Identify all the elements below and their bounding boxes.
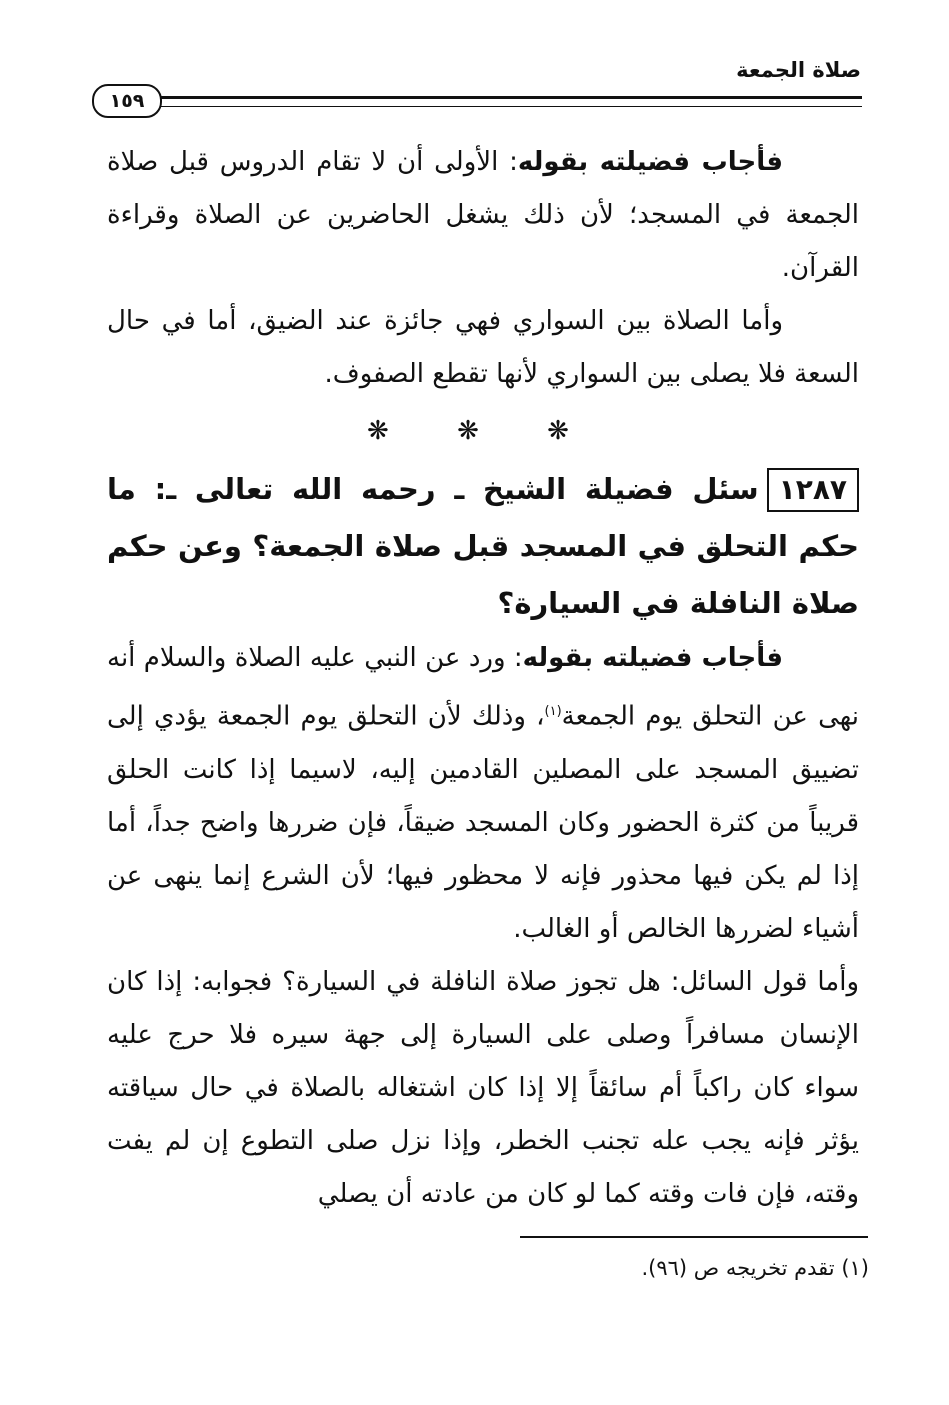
section-separator: ❋ ❋ ❋ <box>367 416 599 446</box>
footnote-marker: (١) <box>544 704 562 719</box>
header-rule <box>150 96 862 107</box>
footnote-rule <box>520 1236 868 1238</box>
answer-text-part1: : ورد عن النبي عليه الصلاة والسلام أنه نهى عن التحلق يوم الجمعة <box>107 643 860 732</box>
page-number-badge: ١٥٩ <box>92 84 162 118</box>
footnote: (١) تقدم تخريجه ص (٩٦). <box>641 1256 869 1280</box>
running-title: صلاة الجمعة <box>736 58 861 82</box>
answer-paragraph <box>107 632 859 956</box>
answer-text-part2: ، وذلك لأن التحلق يوم الجمعة يؤدي إلى تضييق المسجد على المصلين القادمين إليه، لاسيما إذا كانت الحلق قريباً من كثرة الحضور وكان المسجد ضيقاً، فإن ضررها واضح جداً، أما إذا لم يكن فيها محذور فإنه لا محظور فيها؛ لأن الشرع إنما ينهى عن أشياء لضررها الخالص أو الغالب. <box>107 701 859 944</box>
answer-text: : الأولى أن لا تقام الدروس قبل صلاة الجمعة في المسجد؛ لأن ذلك يشغل الحاضرين عن الصلاة وقراءة القرآن. <box>107 147 859 283</box>
answer-lead: فأجاب فضيلته بقوله <box>522 643 783 673</box>
vehicle-prayer-paragraph: وأما قول السائل: هل تجوز صلاة النافلة في السيارة؟ فجوابه: إذا كان الإنسان مسافراً وصلى على السيارة إلى جهة سيره فلا حرج عليه سواء كان راكباً أم سائقاً إلا إذا كان اشتغاله بالصلاة في حال سياقته يؤثر فإنه يجب عله تجنب الخطر، وإذا نزل صلى التطوع إن لم يفت وقته، فإن فات وقته كما لو كان من عادته أن يصلي <box>107 966 859 1209</box>
pillars-paragraph: وأما الصلاة بين السواري فهي جائزة عند الضيق، أما في حال السعة فلا يصلى بين السواري لأنها تقطع الصفوف. <box>107 306 859 389</box>
answer-lead: فأجاب فضيلته بقوله <box>517 147 784 177</box>
previous-answer <box>107 136 859 295</box>
question-text: سئل فضيلة الشيخ ـ رحمه الله تعالى ـ: ما حكم التحلق في المسجد قبل صلاة الجمعة؟ وعن حكم صلاة النافلة في السيارة؟ <box>107 472 859 620</box>
question-number: ١٢٨٧ <box>767 468 859 512</box>
page-body <box>107 136 859 1221</box>
question-block <box>107 461 859 632</box>
